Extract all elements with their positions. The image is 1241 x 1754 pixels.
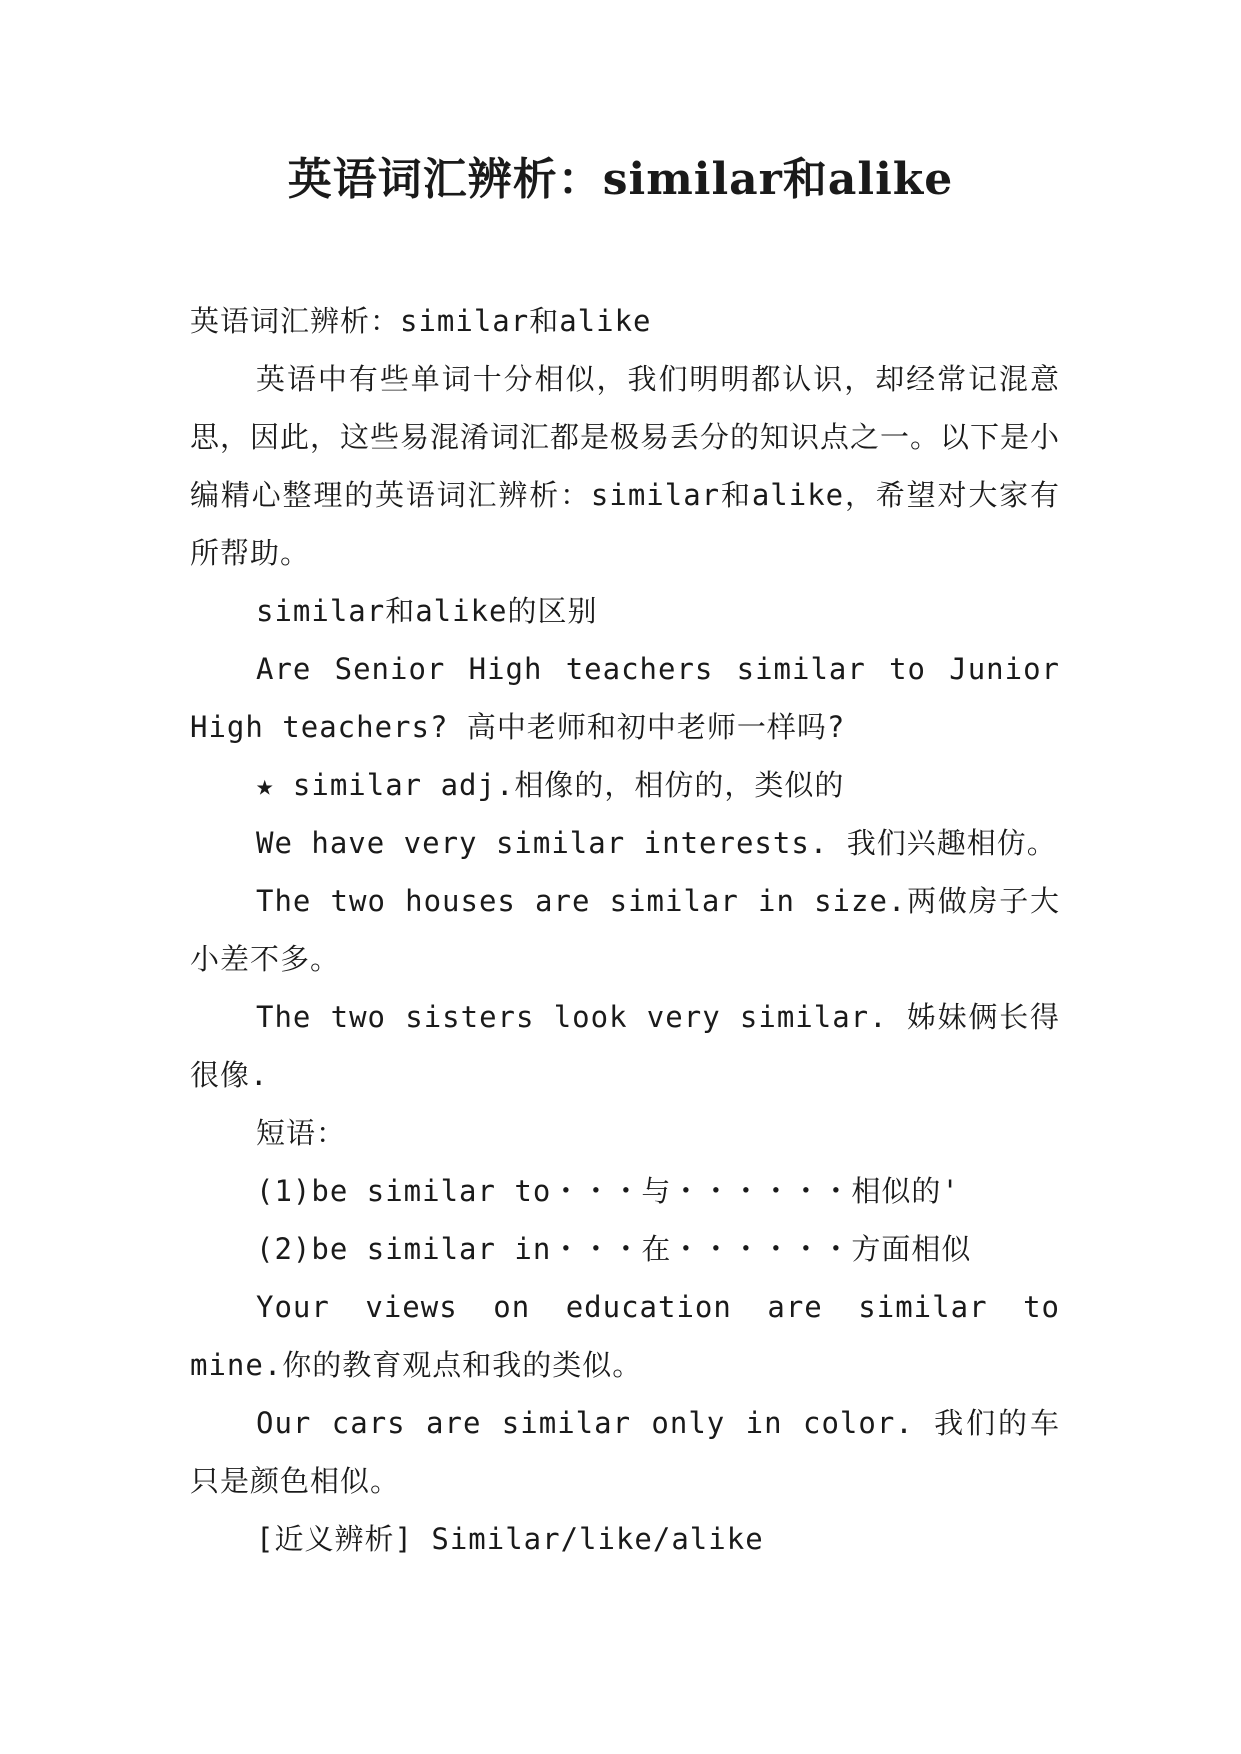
paragraph: ★ similar adj.相像的，相仿的，类似的 [256, 768, 845, 802]
paragraph: 英语词汇辨析：similar和alike [190, 304, 652, 338]
document-body [190, 292, 1060, 1568]
document-title: 英语词汇辨析：similar和alike [287, 154, 954, 205]
paragraph: The two houses are similar in size.两做房子大小差不多。 [190, 884, 1060, 976]
paragraph: Are Senior High teachers similar to Junior High teachers? 高中老师和初中老师一样吗? [190, 652, 1060, 744]
paragraph: Our cars are similar only in color. 我们的车只是颜色相似。 [190, 1406, 1060, 1498]
paragraph: We have very similar interests. 我们兴趣相仿。 [256, 826, 1057, 860]
paragraph: 短语： [256, 1116, 347, 1150]
paragraph: 英语中有些单词十分相似，我们明明都认识，却经常记混意思，因此，这些易混淆词汇都是极易丢分的知识点之一。以下是小编精心整理的英语词汇辨析：similar和alike，希望对大家有所帮助。 [190, 362, 1061, 570]
paragraph: (2)be similar in・・・在・・・・・・方面相似 [256, 1232, 972, 1266]
paragraph: similar和alike的区别 [256, 594, 598, 628]
paragraph: (1)be similar to・・・与・・・・・・相似的' [256, 1174, 960, 1208]
paragraph: [近义辨析] Similar/like/alike [256, 1522, 764, 1556]
paragraph: The two sisters look very similar. 姊妹俩长得很像. [190, 1000, 1060, 1092]
paragraph: Your views on education are similar to mine.你的教育观点和我的类似。 [190, 1290, 1060, 1382]
